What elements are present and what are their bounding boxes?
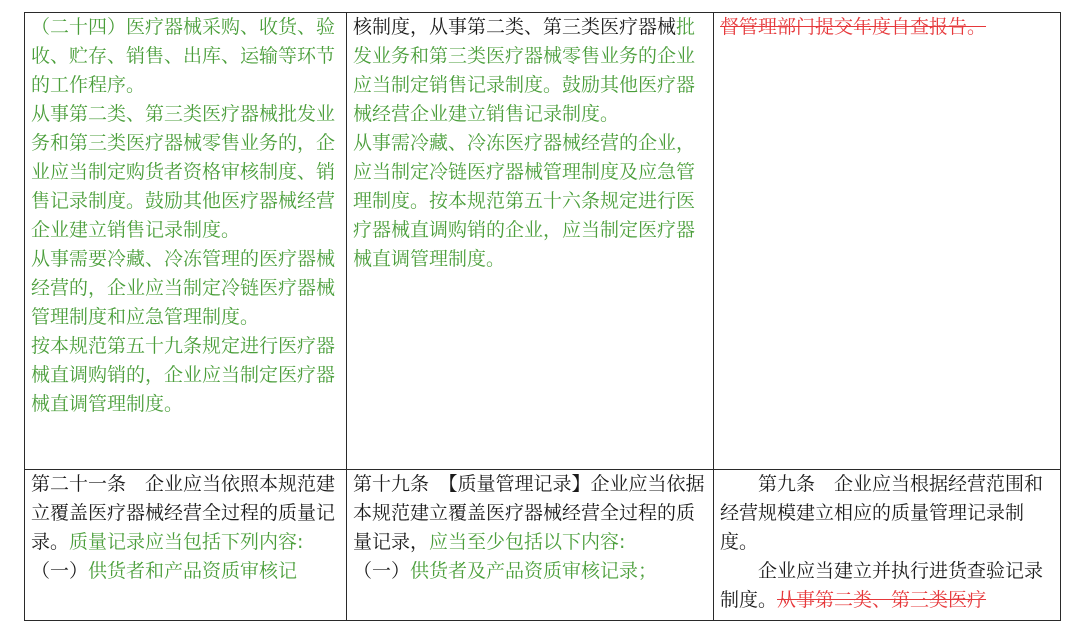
paragraph: 从事需冷藏、冷冻医疗器械经营的企业，应当制定冷链医疗器械管理制度及应急管理制度。按本规范第五十六条规定进行医疗器械直调购销的企业，应当制定医疗器械直调管理制度。 [353, 132, 696, 270]
added-text: 应当至少包括以下内容: [429, 531, 626, 553]
added-text: 批发业务和第三类医疗器械零售业务的企业应当制定销售记录制度。鼓励其他医疗器械经营企业建立销售记录制度。 [353, 16, 696, 125]
cell-draft-upper [347, 13, 714, 470]
text-span: 核制度，从事第二类、第三类医疗器械 [353, 16, 677, 38]
paragraph [353, 13, 707, 129]
text-span: 第二十一条 企业应当依照本规范建立覆盖医疗器械经营全过程的质量记录。 [31, 473, 336, 553]
deleted-text: 督管理部门提交年度自查报告。 [720, 16, 987, 38]
comparison-table [24, 12, 1061, 621]
added-text: 质量记录应当包括下列内容: [69, 531, 304, 553]
item-number: （一） [31, 560, 89, 582]
paragraph [720, 557, 1054, 615]
list-item [353, 557, 707, 586]
paragraph: 从事需要冷藏、冷冻管理的医疗器械经营的，企业应当制定冷链医疗器械管理制度和应急管理制度。 [31, 248, 336, 328]
table-row [25, 470, 1061, 621]
cell-draft-lower [347, 470, 714, 621]
list-item [31, 557, 340, 586]
cell-old-rules-lower [714, 470, 1061, 621]
paragraph: 第九条 企业应当根据经营范围和经营规模建立相应的质量管理记录制度。 [720, 473, 1044, 553]
paragraph: 从事第二类、第三类医疗器械批发业务和第三类医疗器械零售业务的，企业应当制定购货者资格审核制度、销售记录制度。鼓励其他医疗器械经营企业建立销售记录制度。 [31, 103, 336, 241]
cell-new-rules-lower [25, 470, 347, 621]
paragraph [31, 470, 340, 557]
paragraph: 按本规范第五十九条规定进行医疗器械直调购销的，企业应当制定医疗器械直调管理制度。 [31, 335, 336, 415]
added-text: 供货者和产品资质审核记 [88, 560, 298, 582]
paragraph [353, 470, 707, 557]
table-row [25, 13, 1061, 470]
item-number: （一） [353, 560, 411, 582]
cell-old-rules-upper [714, 13, 1061, 470]
cell-new-rules-upper [25, 13, 347, 470]
deleted-text: 从事第二类、第三类医疗 [777, 589, 987, 611]
text-span: 企业应当建立并执行进货查验记录制度。 [720, 560, 1044, 611]
text-span: 第十九条 【质量管理记录】企业应当依据本规范建立覆盖医疗器械经营全过程的质量记录， [353, 473, 705, 553]
added-text: 供货者及产品资质审核记录； [410, 560, 658, 582]
paragraph: （二十四）医疗器械采购、收货、验收、贮存、销售、出库、运输等环节的工作程序。 [31, 16, 336, 96]
